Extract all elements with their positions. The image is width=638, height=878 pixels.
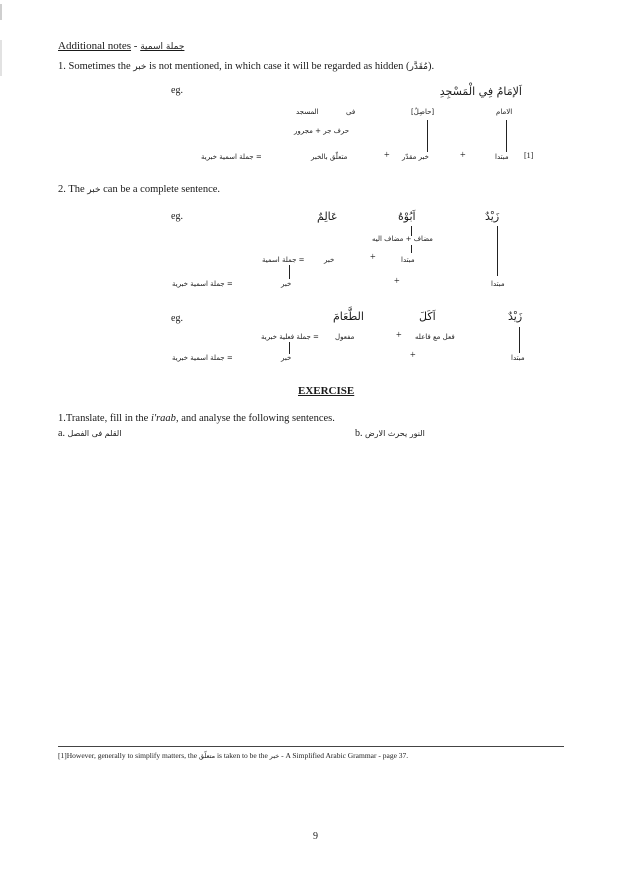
ex3-fil: فعل مع فاعله bbox=[415, 333, 455, 341]
ex2-mubtada: مبتدا bbox=[491, 280, 505, 288]
ex1-line-imam bbox=[506, 120, 507, 152]
ex1-mubtada: مبتدا bbox=[495, 153, 509, 161]
ex2-plus: + bbox=[394, 276, 400, 287]
ex3-plus: + bbox=[410, 350, 416, 361]
footnote-rule bbox=[58, 746, 564, 747]
note-1-close: ). bbox=[427, 61, 435, 72]
scan-mark bbox=[0, 4, 2, 20]
ex1-word-masjid: المسجد bbox=[296, 108, 319, 116]
ex3-plus-inner: + bbox=[396, 330, 402, 341]
note-2-before: The bbox=[68, 184, 85, 195]
footnote-pre: However, generally to simplify matters, the bbox=[66, 751, 198, 760]
section-heading bbox=[58, 40, 184, 52]
note-1-number: 1. bbox=[58, 61, 66, 72]
ex2-word-zaid: زَيْدٌ bbox=[485, 210, 500, 223]
ex3-word-taam: الطَّعَامَ bbox=[333, 310, 364, 323]
ex1-mutaalliq: متعلّق بالخبر bbox=[311, 153, 348, 161]
ex2-line-zaid bbox=[497, 226, 498, 276]
ex2-khabar-inner: خبر bbox=[324, 256, 335, 264]
footnote-khabar: خبر bbox=[269, 752, 280, 760]
exercise-item-a bbox=[58, 428, 121, 439]
heading-dash: - bbox=[133, 40, 138, 52]
exercise-instr-post: , and analyse the following sentences. bbox=[175, 413, 335, 424]
ex3-result: = جملة اسمية خبرية bbox=[172, 354, 233, 362]
ex2-mudaf: مضاف + مضاف اليه bbox=[372, 235, 433, 243]
ex1-plus-1: + bbox=[460, 150, 466, 161]
note-1-hidden: مُقَدَّر bbox=[409, 62, 428, 72]
note-2-number: 2. bbox=[58, 184, 66, 195]
note-2-after: can be a complete sentence. bbox=[103, 184, 221, 195]
note-2 bbox=[58, 184, 220, 195]
ex1-plus-2: + bbox=[384, 150, 390, 161]
exercise-instr-pre: 1.Translate, fill in the bbox=[58, 413, 149, 424]
ex2-word-abuhu: اَبُوْهُ bbox=[398, 210, 416, 223]
exercise-a-text: القلم فى الفصل bbox=[67, 429, 122, 438]
ex3-line-zaid bbox=[519, 327, 520, 353]
ex2-line-khabar bbox=[289, 265, 290, 279]
ex2-word-alim: عَالِمٌ bbox=[317, 210, 338, 223]
page-number: 9 bbox=[313, 831, 318, 842]
ex3-line-khabar bbox=[289, 342, 290, 354]
ex2-jumla-inner: = جملة اسمية bbox=[262, 256, 305, 264]
ex3-mubtada: مبتدا bbox=[511, 354, 525, 362]
example-1-eg: eg. bbox=[171, 85, 183, 96]
ex2-khabar: خبر bbox=[281, 280, 292, 288]
exercise-instructions bbox=[58, 413, 335, 424]
ex1-footnote-ref: [1] bbox=[524, 151, 534, 160]
exercise-item-b bbox=[355, 428, 425, 439]
ex2-mubtada-inner: مبتدا bbox=[401, 256, 415, 264]
footnote-ref: [1] bbox=[58, 751, 67, 760]
note-1-khabar: خبر bbox=[133, 62, 147, 72]
ex2-result: = جملة اسمية خبرية bbox=[172, 280, 233, 288]
footnote bbox=[58, 751, 408, 760]
heading-prefix: Additional notes bbox=[58, 40, 132, 52]
note-1-after: is not mentioned, in which case it will be regarded as hidden ( bbox=[149, 61, 410, 72]
ex3-jumla-inner: = جملة فعلية خبرية bbox=[261, 333, 319, 341]
ex1-word-hasil: [حاصِلٌ] bbox=[411, 108, 435, 116]
exercise-a-label: a. bbox=[58, 428, 65, 439]
exercise-b-label: b. bbox=[355, 428, 363, 439]
example-1-sentence: اَلإمَامُ فِي الْمَسْجِدِ bbox=[439, 85, 522, 98]
footnote-mutaalliq: متعلّق bbox=[198, 752, 216, 760]
ex1-harf-jar: حرف جر + مجرور bbox=[294, 127, 350, 135]
ex3-word-akala: اَكَلَ bbox=[419, 310, 436, 323]
footnote-mid: is taken to be the bbox=[216, 751, 268, 760]
note-2-khabar: خبر bbox=[87, 185, 101, 195]
ex2-plus-inner: + bbox=[370, 252, 376, 263]
example-2-eg: eg. bbox=[171, 211, 183, 222]
heading-arabic: جملة اسمية bbox=[140, 42, 185, 52]
ex3-khabar: خبر bbox=[281, 354, 292, 362]
exercise-title: EXERCISE bbox=[298, 385, 355, 397]
note-1-before: Sometimes the bbox=[68, 61, 131, 72]
footnote-post: - A Simplified Arabic Grammar - page 37. bbox=[281, 751, 409, 760]
exercise-b-text: النور يحرث الارض bbox=[365, 429, 425, 438]
exercise-instr-iraab: i'raab bbox=[150, 413, 176, 424]
note-1 bbox=[58, 61, 434, 72]
scan-mark bbox=[0, 40, 2, 76]
ex1-word-fi: فى bbox=[346, 108, 356, 116]
ex2-line-mudaf bbox=[411, 245, 412, 253]
ex1-word-imam: الامام bbox=[496, 108, 513, 116]
example-3-eg: eg. bbox=[171, 313, 183, 324]
ex3-maful: مفعول bbox=[335, 333, 355, 341]
ex1-result: = جملة اسمية خبرية bbox=[201, 153, 262, 161]
ex3-word-zaid: زَيْدٌ bbox=[508, 310, 523, 323]
ex1-line-hasil bbox=[427, 120, 428, 152]
ex1-khabar-muqaddar: خبر مقدّر bbox=[402, 153, 429, 161]
